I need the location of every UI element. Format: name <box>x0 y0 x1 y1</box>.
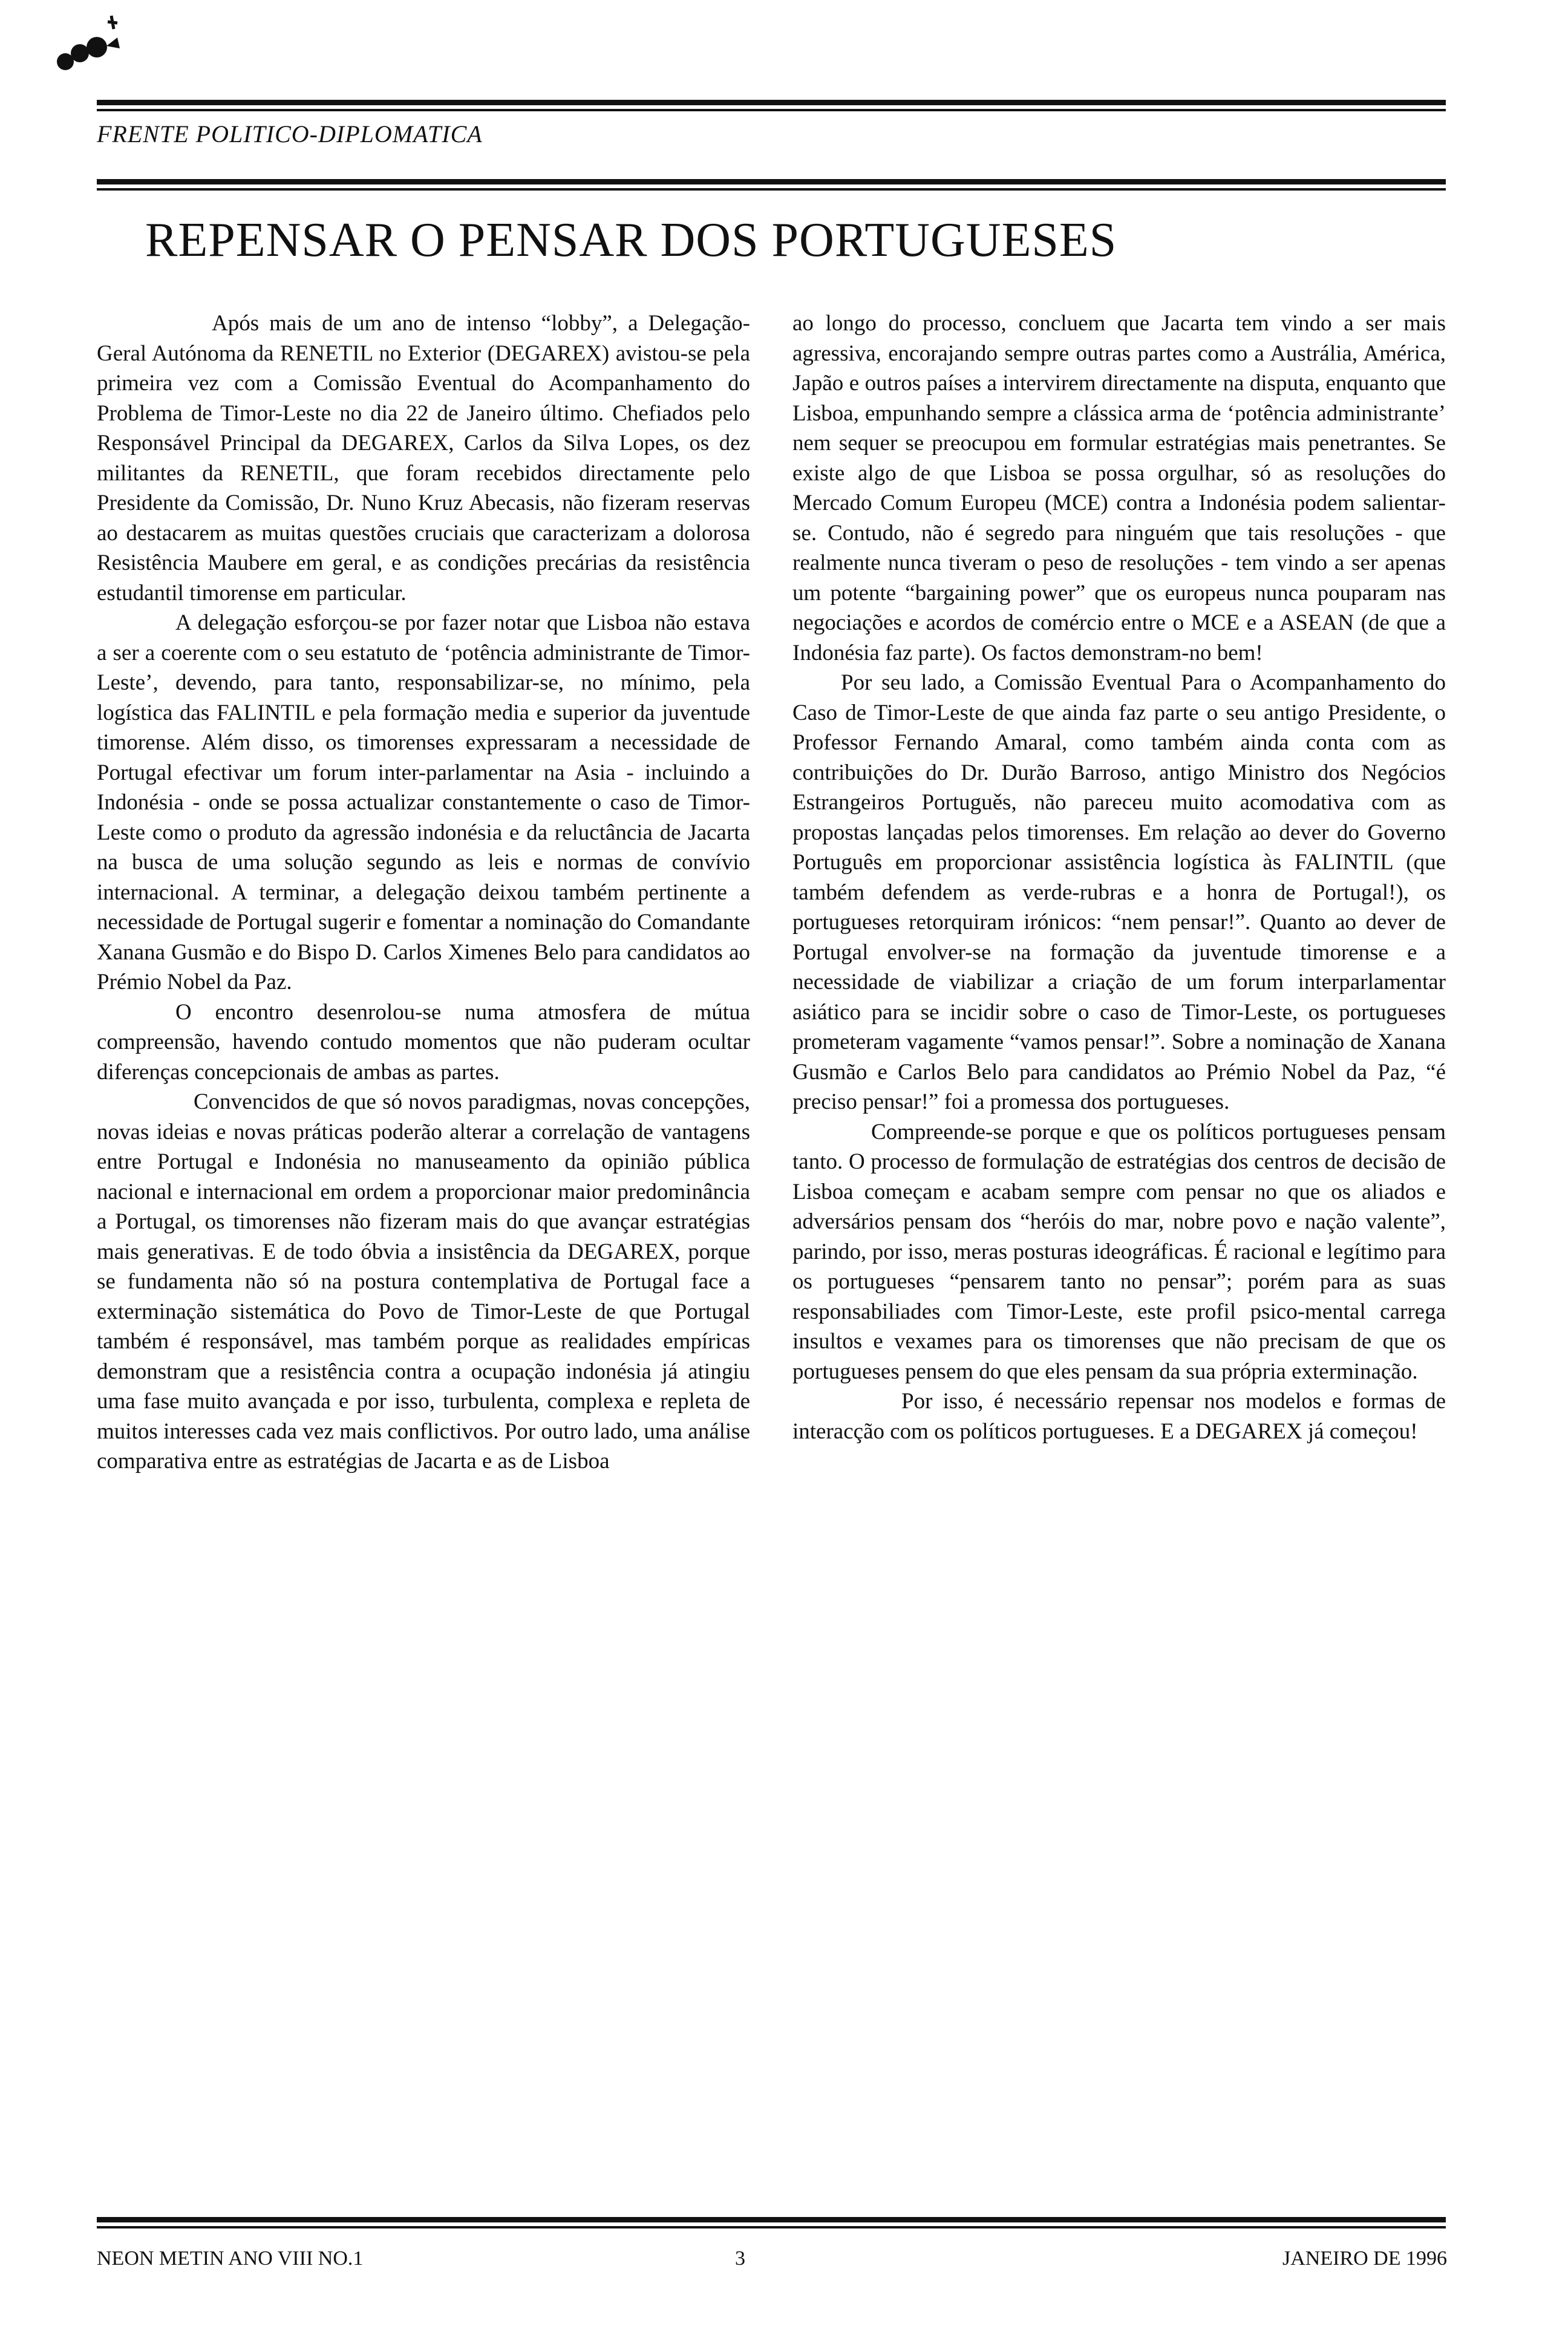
section-label: FRENTE POLITICO-DIPLOMATICA <box>97 120 483 148</box>
right-column <box>792 309 1446 1477</box>
footer-rule-thin <box>97 2226 1446 2228</box>
paragraph: Compreende-se porque e que os políticos portugueses pensam tanto. O processo de formulação de estratégias dos centros de decisão de Lisboa começam e acabam sempre com pensar no que os aliados e adversários pensam dos “heróis do mar, nobre povo e nação valente”, parindo, por isso, meras posturas ideográficas. É racional e legítimo para os portugueses “pensarem tanto no pensar”; porém para as suas responsabiliades com Timor-Leste, este profil psico-mental carrega insultos e vexames para os timorenses que não precisam de que os portugueses pensem do que eles pensam da sua própria exterminação. <box>792 1119 1446 1384</box>
article-body <box>97 309 1446 1477</box>
paragraph: Convencidos de que só novos paradigmas, novas concepções, novas ideias e novas práticas poderão alterar a correlação de vantagens entre Portugal e Indonésia no manuseamento da opinião pública nacional e internacional em ordem a proporcionar maior predominância a Portugal, os timorenses não fizeram mais do que avançar estratégias mais generativas. E de todo óbvia a insistência da DEGAREX, porque se fundamenta não só na postura contemplativa de Portugal face a exterminação sistemática do Povo de Timor-Leste de que Portugal também é responsável, mas também porque as realidades empíricas demonstram que a resistência contra a ocupação indonésia já atingiu uma fase muito avançada e por isso, turbulenta, complexa e repleta de muitos interesses cada vez mais conflictivos. Por outro lado, uma análise comparativa entre as estratégias de Jacarta e as de Lisboa <box>97 1089 750 1474</box>
paragraph: Por isso, é necessário repensar nos modelos e formas de interacção com os políticos portugueses. E a DEGAREX já começou! <box>792 1389 1446 1444</box>
header-rule-bottom-thin <box>97 188 1446 191</box>
footer-date: JANEIRO DE 1996 <box>1282 2247 1447 2270</box>
header-rule-top-thin <box>97 109 1446 111</box>
paragraph: O encontro desenrolou-se numa atmosfera de mútua compreensão, havendo contudo momentos que não puderam ocultar diferenças concepcionais de ambas as partes. <box>97 999 750 1085</box>
footer-rule <box>97 2217 1446 2222</box>
paragraph: Por seu lado, a Comissão Eventual Para o Acompanhamento do Caso de Timor-Leste de que ainda faz parte o seu antigo Presidente, o Professor Fernando Amaral, como também ainda conta com as contribuições do Dr. Durão Barroso, antigo Ministro dos Negócios Estrangeiros Portuguěs, não pareceu muito acomodativa com as propostas lançadas pelos timorenses. Em relação ao dever do Governo Português em proporcionar assistência logística às FALINTIL (que também defendem as verde-rubras e a honra de Portugal!), os portugueses retorquiram irónicos: “nem pensar!”. Quanto ao dever de Portugal envolver-se na formação da juventude timorense e a necessidade de viabilizar a criação de um forum interparlamentar asiático para se incidir sobre o caso de Timor-Leste, os portugueses prometeram vagamente “vamos pensar!”. Sobre a nominação de Xanana Gusmão e Carlos Belo para candidatos ao Prémio Nobel da Paz, “é preciso pensar!” foi a promessa dos portugueses. <box>792 670 1446 1114</box>
left-column <box>97 309 750 1477</box>
paragraph: ao longo do processo, concluem que Jacarta tem vindo a ser mais agressiva, encorajando sempre outras partes como a Austrália, América, Japão e outros países a intervirem directamente na disputa, enquanto que Lisboa, empunhando sempre a clássica arma de ‘potência administrante’ nem sequer se preocupou em formular estratégias mais penetrantes. Se existe algo de que Lisboa se possa orgulhar, só as resoluções do Mercado Comum Europeu (MCE) contra a Indonésia podem salientar-se. Contudo, não é segredo para ninguém que tais resoluções - que realmente nunca tiveram o peso de resoluções - tem vindo a ser apenas um potente “bargaining power” que os europeus nunca pouparam nas negociações e acordos de comércio entre o MCE e a ASEAN (de que a Indonésia faz parte). Os factos demonstram-no bem! <box>792 311 1446 665</box>
footer-page-number: 3 <box>735 2247 745 2270</box>
header-rule-top <box>97 100 1446 105</box>
footer-publication: NEON METIN ANO VIII NO.1 <box>97 2247 364 2270</box>
article-title: REPENSAR O PENSAR DOS PORTUGUESES <box>145 214 1117 267</box>
logo-icon <box>48 11 127 77</box>
paragraph: A delegação esforçou-se por fazer notar que Lisboa não estava a ser a coerente com o seu estatuto de ‘potência administrante de Timor-Leste’, devendo, para tanto, responsabilizar-se, no mínimo, pela logística das FALINTIL e pela formação media e superior da juventude timorense. Além disso, os timorenses expressaram a necessidade de Portugal efectivar um forum inter-parlamentar na Asia - incluindo a Indonésia - onde se possa actualizar constantemente o caso de Timor-Leste como o produto da agressão indonésia e da reluctância de Jacarta na busca de uma solução segundo as leis e normas de convívio internacional. A terminar, a delegação deixou também pertinente a necessidade de Portugal sugerir e fomentar a nominação do Comandante Xanana Gusmão e do Bispo D. Carlos Ximenes Belo para candidatos ao Prémio Nobel da Paz. <box>97 610 750 994</box>
header-rule-bottom <box>97 179 1446 184</box>
paragraph: Após mais de um ano de intenso “lobby”, a Delegação-Geral Autónoma da RENETIL no Exterior (DEGAREX) avistou-se pela primeira vez com a Comissão Eventual do Acompanhamento do Problema de Timor-Leste no dia 22 de Janeiro último. Chefiados pelo Responsável Principal da DEGAREX, Carlos da Silva Lopes, os dez militantes da RENETIL, que foram recebidos directamente pelo Presidente da Comissão, Dr. Nuno Kruz Abecasis, não fizeram reservas ao destacarem as muitas questões cruciais que caracterizam a dolorosa Resistência Maubere em geral, e as condições precárias da resistência estudantil timorense em particular. <box>97 311 750 606</box>
